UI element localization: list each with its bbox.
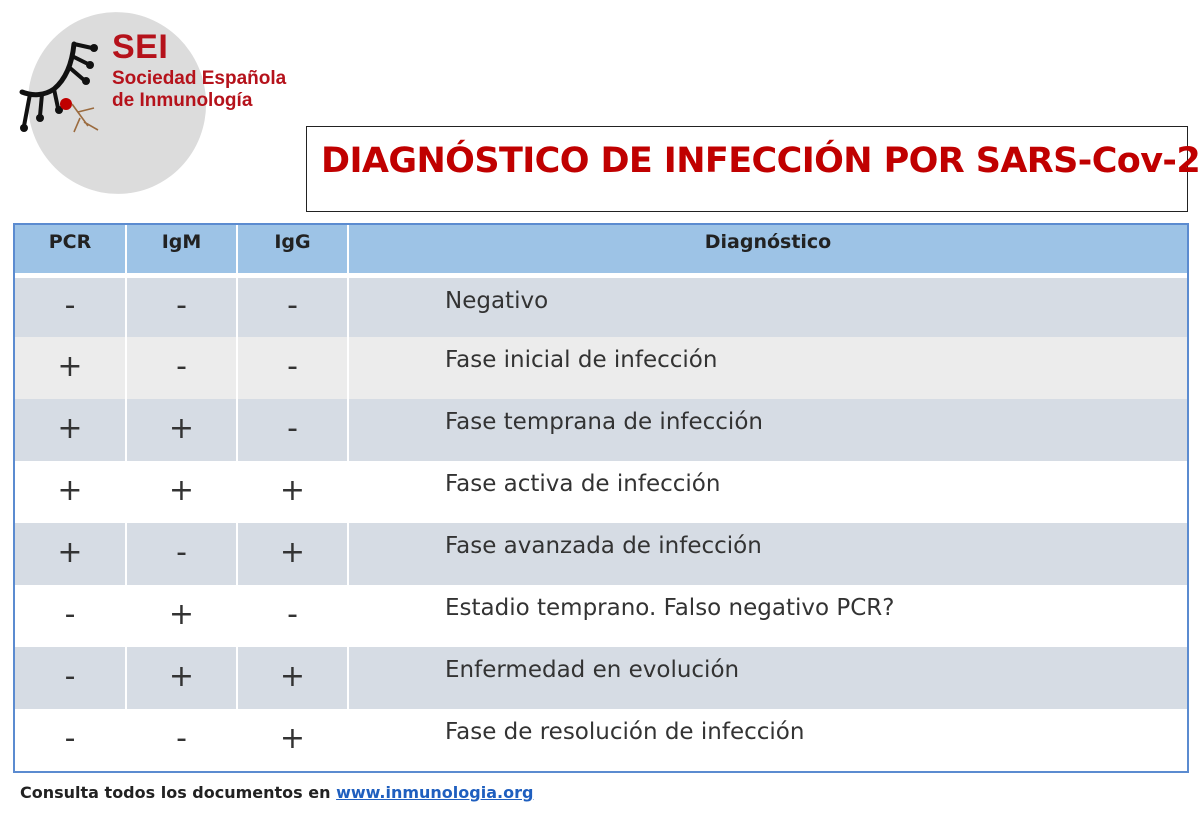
header-diagnostico: Diagnóstico: [348, 225, 1187, 275]
table-header-row: [15, 225, 1187, 275]
diagnosis-table: [15, 225, 1187, 771]
table-row: [15, 337, 1187, 399]
table-row: [15, 647, 1187, 709]
page-title: DIAGNÓSTICO DE INFECCIÓN POR SARS-Cov-2: [321, 141, 1200, 181]
cell-diagnosis: Fase avanzada de infección: [348, 523, 1187, 585]
cell-pcr: -: [15, 647, 126, 709]
cell-igm: -: [126, 275, 237, 337]
table-row: [15, 461, 1187, 523]
title-box: [306, 126, 1200, 212]
sei-logo-icon: [14, 34, 124, 144]
cell-igm: +: [126, 399, 237, 461]
cell-pcr: +: [15, 461, 126, 523]
cell-igm: -: [126, 337, 237, 399]
logo-name-line1: Sociedad Española: [112, 68, 287, 89]
cell-igm: +: [126, 647, 237, 709]
logo-wordmark: [112, 30, 286, 112]
cell-diagnosis: Negativo: [348, 275, 1187, 337]
cell-igm: -: [126, 709, 237, 771]
cell-igg: -: [237, 275, 348, 337]
cell-diagnosis: Estadio temprano. Falso negativo PCR?: [348, 585, 1187, 647]
website-link[interactable]: www.inmunologia.org: [336, 783, 534, 802]
table-row: [15, 275, 1187, 337]
cell-diagnosis: Fase activa de infección: [348, 461, 1187, 523]
cell-pcr: -: [15, 585, 126, 647]
table-row: [15, 709, 1187, 771]
cell-igg: -: [237, 585, 348, 647]
cell-pcr: +: [15, 399, 126, 461]
logo-name-line2: de Inmunología: [112, 90, 253, 111]
footer: [20, 783, 533, 802]
header-pcr: PCR: [15, 225, 126, 275]
cell-diagnosis: Fase de resolución de infección: [348, 709, 1187, 771]
header-igg: IgG: [237, 225, 348, 275]
cell-igm: +: [126, 461, 237, 523]
table-row: [15, 523, 1187, 585]
cell-igg: +: [237, 461, 348, 523]
cell-igg: -: [237, 399, 348, 461]
diagnosis-table-container: [13, 223, 1189, 773]
cell-igm: +: [126, 585, 237, 647]
cell-igg: +: [237, 523, 348, 585]
table-row: [15, 585, 1187, 647]
logo-abbreviation: SEI: [112, 28, 169, 66]
cell-igg: +: [237, 709, 348, 771]
cell-diagnosis: Fase temprana de infección: [348, 399, 1187, 461]
footer-text: Consulta todos los documentos en: [20, 783, 337, 802]
cell-pcr: -: [15, 709, 126, 771]
table-row: [15, 399, 1187, 461]
cell-pcr: -: [15, 275, 126, 337]
cell-diagnosis: Fase inicial de infección: [348, 337, 1187, 399]
cell-diagnosis: Enfermedad en evolución: [348, 647, 1187, 709]
cell-pcr: +: [15, 523, 126, 585]
cell-igg: +: [237, 647, 348, 709]
cell-igm: -: [126, 523, 237, 585]
cell-pcr: +: [15, 337, 126, 399]
cell-igg: -: [237, 337, 348, 399]
header-igm: IgM: [126, 225, 237, 275]
